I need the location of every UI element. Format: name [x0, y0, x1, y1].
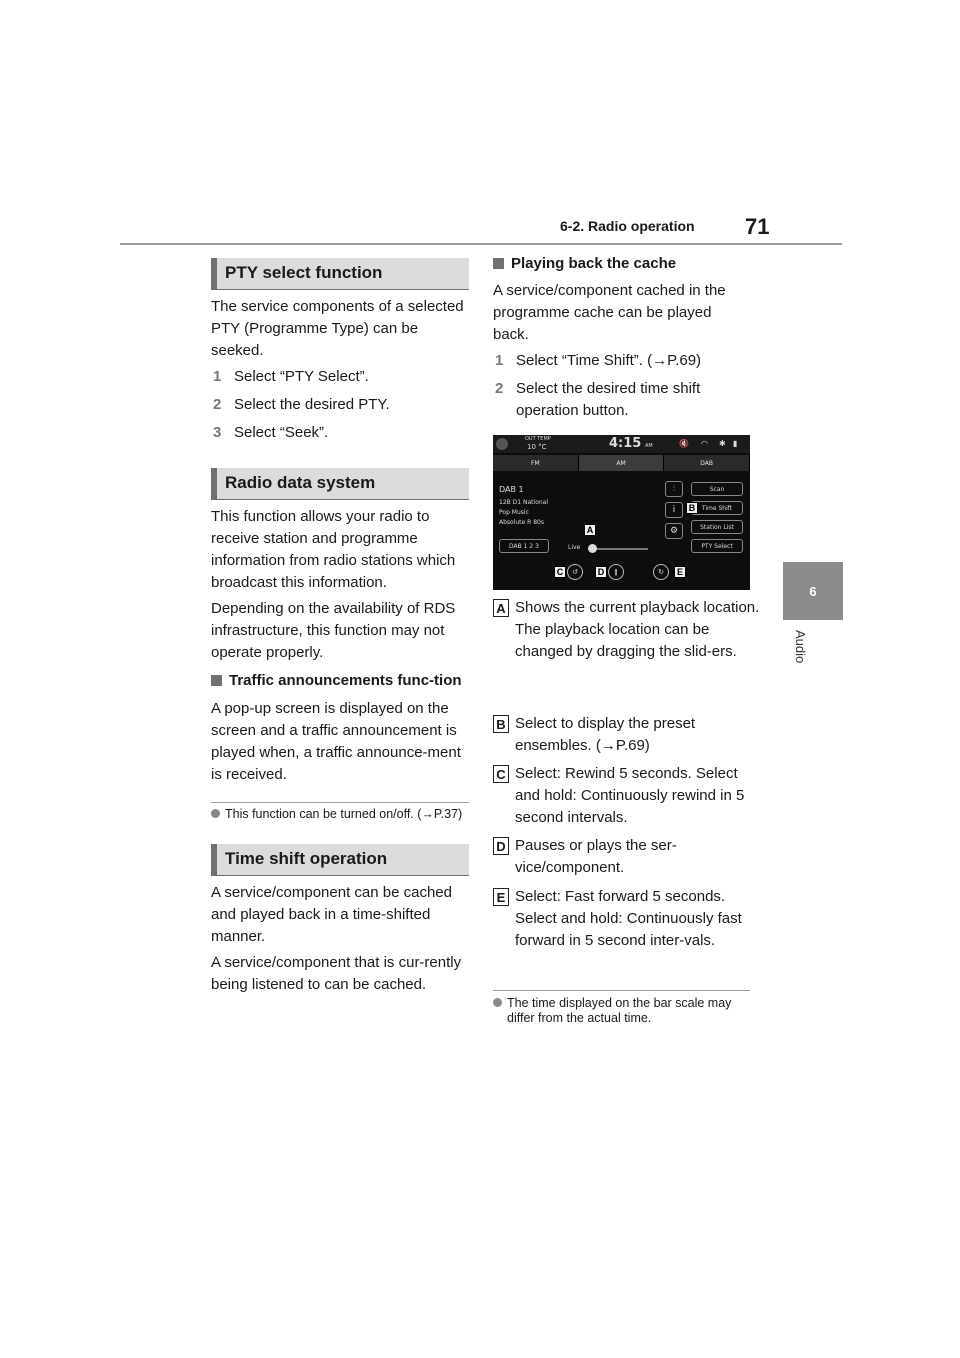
- bullet-dot-icon: [493, 998, 502, 1007]
- pty-step-3: [211, 422, 469, 444]
- mute-icon: 🔇: [679, 439, 689, 448]
- settings-icon: ⚙: [665, 523, 683, 539]
- label-e: E: [493, 888, 509, 906]
- description-d: Pauses or plays the ser-vice/component.: [515, 837, 677, 876]
- signal-icon: ▮: [733, 439, 738, 448]
- station-line-1: 12B D1 National: [499, 499, 549, 506]
- description-a: Shows the current playback location. The playback location can be changed by dragging the slid-ers.: [515, 599, 760, 660]
- cache-step-1: [493, 350, 751, 372]
- label-a: A: [493, 599, 509, 617]
- section-title: 6-2. Radio operation: [560, 218, 695, 234]
- playback-slider-track: [588, 548, 648, 550]
- time-shift-paragraph-1: A service/component can be cached and played back in a time-shifted manner.: [211, 884, 452, 945]
- step-number: 1: [495, 352, 504, 369]
- left-column: [211, 258, 469, 996]
- callout-a: A: [584, 524, 596, 536]
- rds-heading: Radio data system: [211, 468, 469, 500]
- step-number: 3: [213, 424, 222, 441]
- step-number: 2: [495, 380, 504, 397]
- label-d: D: [493, 837, 509, 855]
- bullet-dot-icon: [211, 809, 220, 818]
- equalizer-icon: ⫶: [665, 481, 683, 497]
- right-column: [493, 253, 751, 422]
- traffic-subheading: [211, 670, 469, 692]
- radio-screen-image: [493, 435, 750, 590]
- rds-paragraph-1: This function allows your radio to receive station and programme information from radio stations which broadcast this information.: [211, 508, 456, 591]
- note-rule: [211, 802, 469, 803]
- out-temp-value: 10 °C: [527, 443, 547, 451]
- playback-slider-thumb: [588, 544, 597, 553]
- step-text: Select “PTY Select”.: [234, 368, 369, 385]
- chapter-label: Audio: [793, 630, 808, 664]
- time-shift-heading: Time shift operation: [211, 844, 469, 876]
- step-text: Select “Time Shift”. (→P.69): [516, 352, 702, 369]
- description-e: Select: Fast forward 5 seconds. Select and hold: Continuously fast forward in 5 second inter-vals.: [515, 888, 742, 949]
- square-bullet-icon: [493, 258, 504, 269]
- cache-subheading: [493, 253, 751, 275]
- time-shift-paragraph-2: A service/component that is cur-rently being listened to can be cached.: [211, 954, 462, 993]
- chapter-tab: 6: [783, 562, 843, 620]
- subheading-text: Playing back the cache: [511, 255, 677, 272]
- pty-step-1: [211, 366, 469, 388]
- pty-select-button: PTY Select: [691, 539, 743, 553]
- preset-button: DAB 1 2 3: [499, 539, 549, 553]
- clock: 4:15: [609, 436, 642, 451]
- header-rule: [120, 243, 842, 245]
- note-text: The time displayed on the bar scale may differ from the actual time.: [507, 996, 732, 1025]
- rds-paragraph-2: Depending on the availability of RDS infrastructure, this function may not operate properly.: [211, 600, 456, 661]
- station-line-3: Absolute R 80s: [499, 519, 544, 526]
- step-number: 1: [213, 368, 222, 385]
- band-tabs: [493, 455, 750, 471]
- station-list-button: Station List: [691, 520, 743, 534]
- status-bar: [493, 435, 750, 453]
- note-rule: [493, 990, 750, 991]
- info-icon: i: [665, 502, 683, 518]
- callout-b: B: [686, 502, 698, 514]
- live-label: Live: [568, 544, 581, 551]
- step-text: Select “Seek”.: [234, 424, 329, 441]
- pty-heading: PTY select function: [211, 258, 469, 290]
- subheading-text: Traffic announcements func-tion: [229, 672, 462, 689]
- traffic-paragraph: A pop-up screen is displayed on the screen and a traffic announcement is played when, a traffic announce-ment is received.: [211, 700, 461, 783]
- label-c: C: [493, 765, 509, 783]
- cache-paragraph: A service/component cached in the programme cache can be played back.: [493, 282, 726, 343]
- forward-icon: ↻: [653, 564, 669, 580]
- scan-button: Scan: [691, 482, 743, 496]
- step-text: Select the desired time shift operation button.: [516, 380, 701, 419]
- step-number: 2: [213, 396, 222, 413]
- label-b: B: [493, 715, 509, 733]
- square-bullet-icon: [211, 675, 222, 686]
- station-line-2: Pop Music: [499, 509, 529, 516]
- station-name: DAB 1: [499, 485, 524, 494]
- callout-d: D: [595, 566, 607, 578]
- description-b: Select to display the preset ensembles. (→P.69): [515, 715, 696, 754]
- time-note: [493, 996, 757, 1026]
- bluetooth-icon: ✱: [719, 439, 726, 448]
- wifi-icon: ◠: [701, 439, 708, 448]
- callout-c: C: [554, 566, 566, 578]
- rewind-icon: ↺: [567, 564, 583, 580]
- out-temp-label: OUT TEMP: [525, 436, 551, 442]
- page-number: 71: [745, 214, 770, 239]
- clock-ampm: AM: [645, 443, 653, 449]
- tab-fm: FM: [493, 455, 579, 471]
- home-icon: [496, 438, 508, 450]
- description-c: Select: Rewind 5 seconds. Select and hold: Continuously rewind in 5 second intervals.: [515, 765, 745, 826]
- tab-am: AM: [579, 455, 665, 471]
- pty-intro: The service components of a selected PTY (Programme Type) can be seeked.: [211, 298, 464, 359]
- note-text: This function can be turned on/off. (→P.37): [225, 807, 463, 821]
- cache-step-2: [493, 378, 751, 422]
- time-shift-button: Time Shift: [691, 501, 743, 515]
- step-text: Select the desired PTY.: [234, 396, 390, 413]
- callout-e: E: [674, 566, 686, 578]
- pause-icon: ǁ: [608, 564, 624, 580]
- traffic-note: [211, 807, 469, 822]
- tab-dab: DAB: [664, 455, 750, 471]
- pty-step-2: [211, 394, 469, 416]
